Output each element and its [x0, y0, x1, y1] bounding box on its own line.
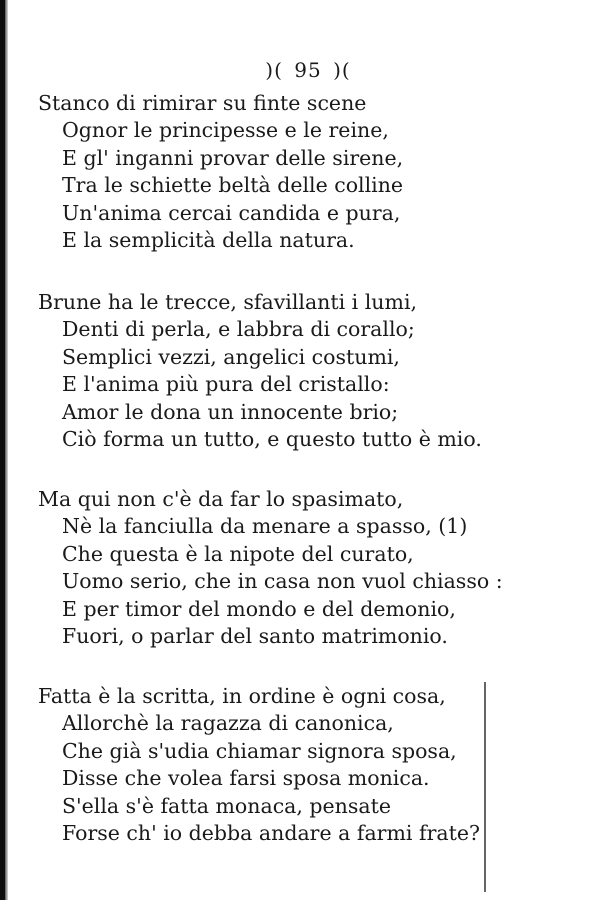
- verse-line: Amor le dona un innocente brio;: [62, 399, 399, 424]
- verse-line: Un'anima cercai candida e pura,: [62, 200, 401, 225]
- verse-line: Che già s'udia chiamar signora sposa,: [62, 738, 457, 763]
- header-right-mark: )(: [333, 58, 351, 82]
- verse-line: Semplici vezzi, angelici costumi,: [62, 344, 400, 369]
- verse-line: E l'anima più pura del cristallo:: [62, 372, 390, 397]
- header-left-mark: )(: [265, 58, 283, 82]
- verse-line: Che questa è la nipote del curato,: [62, 541, 414, 566]
- page-header: [0, 58, 616, 82]
- stanza-3: [38, 486, 508, 650]
- verse-line: Disse che volea farsi sposa monica.: [62, 766, 430, 791]
- verse-line: Tra le schiette beltà delle colline: [62, 173, 404, 198]
- stanza-4: [38, 683, 508, 847]
- verse-line: Forse ch' io debba andare a farmi frate?: [62, 821, 480, 846]
- page-number: 95: [294, 58, 322, 82]
- stanza-2: [38, 289, 508, 453]
- verse-line: Ognor le principesse e le reine,: [62, 118, 389, 143]
- verse-line: S'ella s'è fatta monaca, pensate: [62, 793, 392, 818]
- verse-line: E per timor del mondo e del demonio,: [62, 596, 456, 621]
- verse-line: Fatta è la scritta, in ordine è ogni cosa,: [38, 684, 446, 708]
- page-binding-shadow: [5, 0, 8, 900]
- verse-line: Allorchè la ragazza di canonica,: [62, 711, 394, 736]
- verse-line: Ciò forma un tutto, e questo tutto è mio.: [62, 427, 482, 452]
- verse-line: Nè la fanciulla da menare a spasso, (1): [62, 514, 468, 539]
- verse-line: E gl' inganni provar delle sirene,: [62, 145, 404, 170]
- verse-line: Denti di perla, e labbra di corallo;: [62, 317, 415, 342]
- stanza-1: [38, 90, 508, 254]
- verse-line: Uomo serio, che in casa non vuol chiasso :: [62, 569, 503, 594]
- verse-line: Stanco di rimirar su finte scene: [38, 91, 367, 115]
- verse-line: Brune ha le trecce, sfavillanti i lumi,: [38, 290, 418, 314]
- verse-line: Fuori, o parlar del santo matrimonio.: [62, 624, 448, 649]
- verse-line: E la semplicità della natura.: [62, 228, 355, 253]
- verse-line: Ma qui non c'è da far lo spasimato,: [38, 487, 404, 511]
